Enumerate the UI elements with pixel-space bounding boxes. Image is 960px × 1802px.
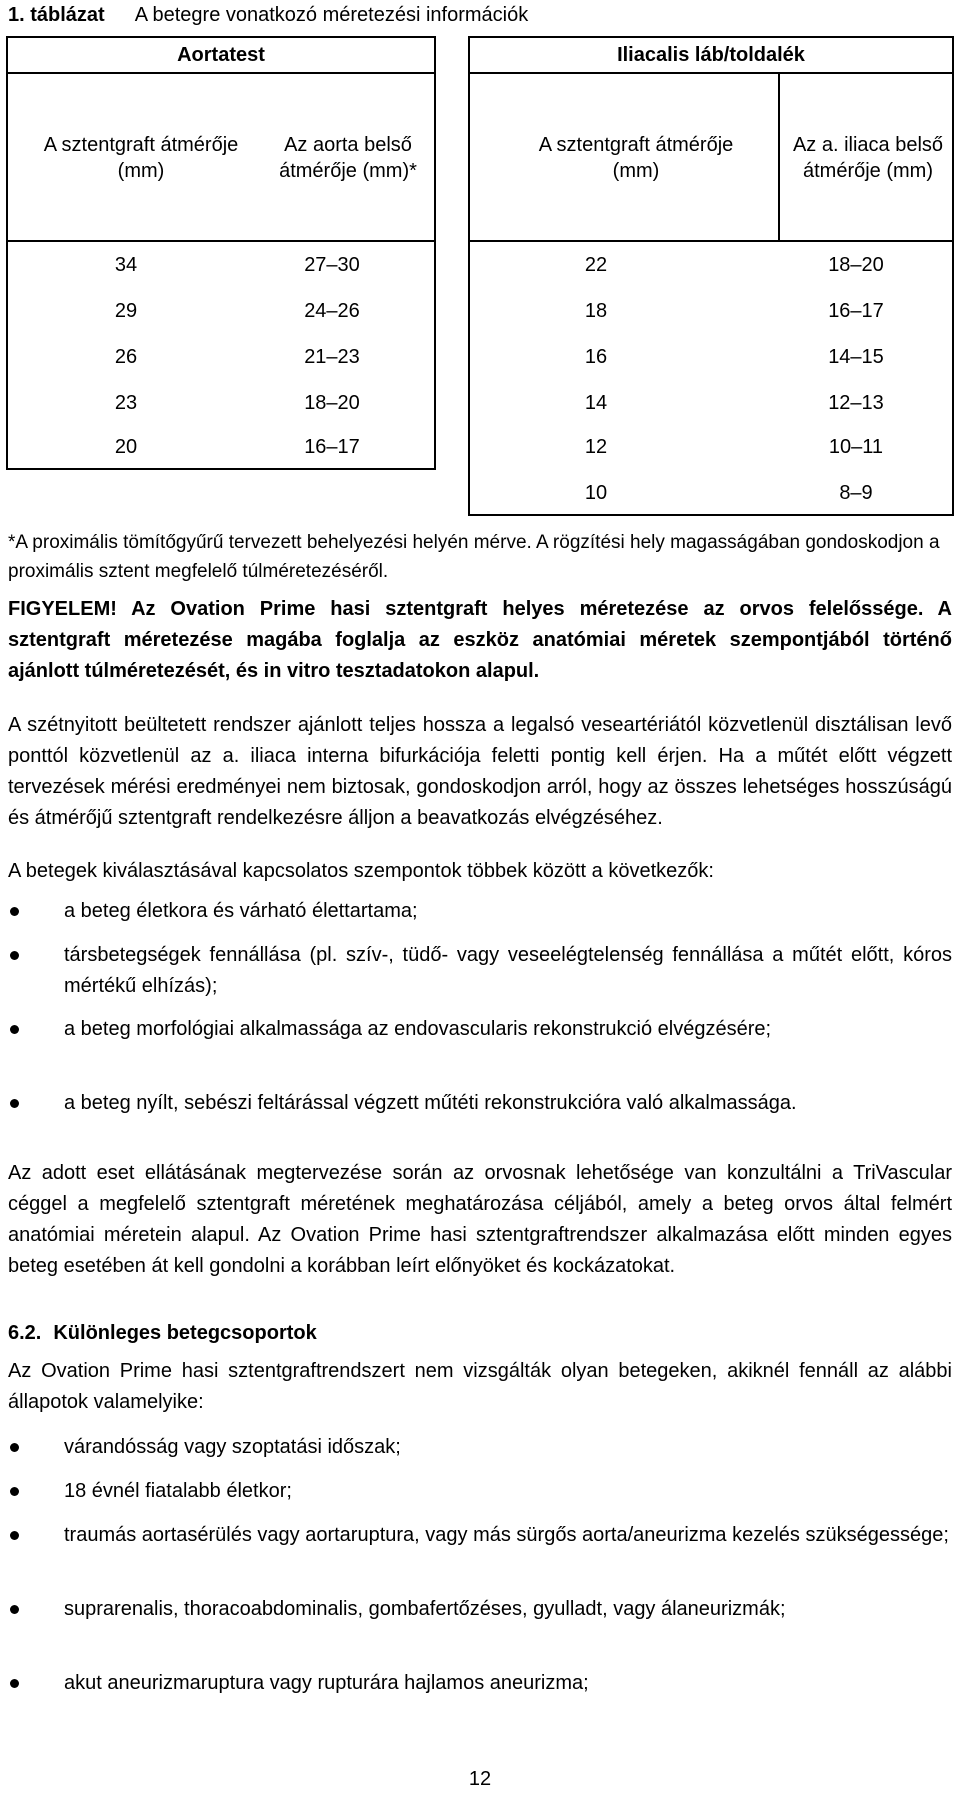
bullet-icon [10, 1605, 19, 1614]
paragraph-consultation: Az adott eset ellátásának megtervezése során az orvosnak lehetősége van konzultálni a TriVascular céggel a megfelelő sztentgraft méretének meghatározása céljából, amely a beteg orvos által felmért anatómiai méretein alapul. Az Ovation Prime hasi sztentgraftrendszer alkalmazása előtt minden egyes beteg esetében át kell gondolni a korábban leírt előnyöket és kockázatokat. [8, 1162, 952, 1277]
table-footnote: *A proximális tömítőgyűrű tervezett behelyezési helyén mérve. A rögzítési hely magasságában gondoskodjon a proximális sztent megfelelő túlméretezéséről. [8, 532, 940, 582]
table-caption-number: 1. táblázat [8, 4, 105, 26]
bullet-icon [10, 951, 19, 960]
bullet-icon [10, 1025, 19, 1034]
bullet-icon [10, 1099, 19, 1108]
bullet-icon [10, 1531, 19, 1540]
bullet-icon [10, 1443, 19, 1452]
bullet-icon [10, 1487, 19, 1496]
col-header-stentgraft-diameter: A sztentgraft átmérője (mm) [43, 134, 239, 182]
page-number: 12 [468, 1768, 492, 1790]
paragraph-length: A szétnyitott beültetett rendszer ajánlott teljes hossza a legalsó veseartériától közvetlenül disztálisan levő ponttól közvetlenül az a. iliaca interna bifurkációja feletti pontig kell érjen. Ha a műtét előtt végzett tervezések mérési eredményei nem biztosak, gondoskodjon arról, hogy az összes lehetséges hosszúságú és átmérőjű sztentgraft rendelkezésre álljon a beavatkozás elvégzéséhez. [8, 714, 952, 829]
paragraph-special-groups: Az Ovation Prime hasi sztentgraftrendszert nem vizsgálták olyan betegeken, akiknél fennáll az alábbi állapotok valamelyike: [8, 1360, 952, 1413]
table-caption-title: A betegre vonatkozó méretezési információk [134, 4, 529, 26]
group-header-iliacalis: Iliacalis láb/toldalék [617, 44, 805, 66]
bullet-icon [10, 907, 19, 916]
table-caption [8, 2, 528, 28]
sizing-table: Aortatest Iliacalis láb/toldalék A sztentgraft átmérője (mm) Az aorta belső átmérője (mm)* A sztentgraft átmérője (mm) Az a. iliaca belső átmérője (mm) 34 27–30 22 18–20 29 24–26 18 16–17 26 21–23 16 14–15 23 18–20 14 12–13 20 16–17 12 10–11 10 8–9 [6, 36, 954, 516]
bullet-icon [10, 1679, 19, 1688]
col-header-iliaca-inner-diameter: Az a. iliaca belső átmérője (mm) [792, 134, 944, 182]
warning-paragraph: FIGYELEM! Az Ovation Prime hasi sztentgraft helyes méretezése az orvos felelőssége. A sztentgraft méretezése magába foglalja az eszköz anatómiai méretek szempontjából történő ajánlott túlméretezését, és in vitro tesztadatokon alapul. [8, 598, 952, 682]
col-header-leg-stentgraft-diameter: A sztentgraft átmérője (mm) [538, 134, 734, 182]
group-header-aortatest: Aortatest [177, 44, 265, 66]
section-title: Különleges betegcsoportok [53, 1322, 317, 1344]
section-heading [8, 1318, 317, 1348]
section-number: 6.2. [8, 1322, 42, 1344]
col-header-aorta-inner-diameter: Az aorta belső átmérője (mm)* [279, 134, 417, 182]
paragraph-selection-intro: A betegek kiválasztásával kapcsolatos szempontok többek között a következők: [8, 860, 714, 882]
